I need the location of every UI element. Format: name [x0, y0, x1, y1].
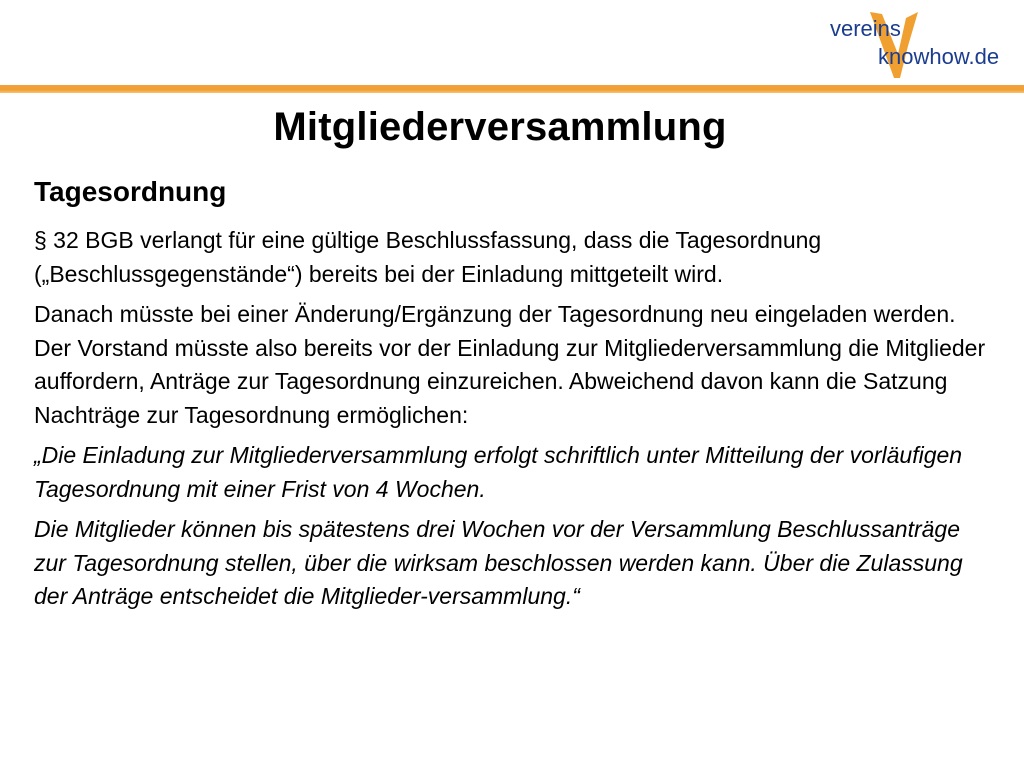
accent-bar	[0, 85, 1024, 93]
logo-word-knowhow: knowhow.de	[878, 44, 1000, 69]
slide-subtitle: Tagesordnung	[34, 176, 227, 207]
quote-motions: Die Mitglieder können bis spätestens drei Wochen vor der Versammlung Beschlussanträge zur Tagesordnung stellen, über die wirksam beschlossen werden kann. Über die Zulassung der Anträge entscheidet die Mitglieder-versammlung.“	[34, 516, 963, 609]
slide-body	[34, 172, 994, 621]
paragraph-change: Danach müsste bei einer Änderung/Ergänzung der Tagesordnung neu eingeladen werden. Der Vorstand müsste also bereits vor der Einladung zur Mitgliederversammlung die Mitglieder auffordern, Anträge zur Tagesordnung einzureichen. Abweichend davon kann die Satzung Nachträge zur Tagesordnung ermöglichen:	[34, 301, 986, 428]
vereinsknowhow-logo	[822, 6, 1022, 86]
logo-graphic	[822, 6, 1022, 86]
slide-title: Mitgliederversammlung	[273, 105, 727, 149]
logo-word-vereins: vereins	[830, 16, 901, 41]
quote-invitation: „Die Einladung zur Mitgliederversammlung erfolgt schriftlich unter Mitteilung der vorläufigen Tagesordnung mit einer Frist von 4 Wochen.	[34, 442, 963, 502]
paragraph-bgb: § 32 BGB verlangt für eine gültige Beschlussfassung, dass die Tagesordnung („Beschlussgegenstände“) bereits bei der Einladung mittgeteilt wird.	[34, 227, 822, 287]
